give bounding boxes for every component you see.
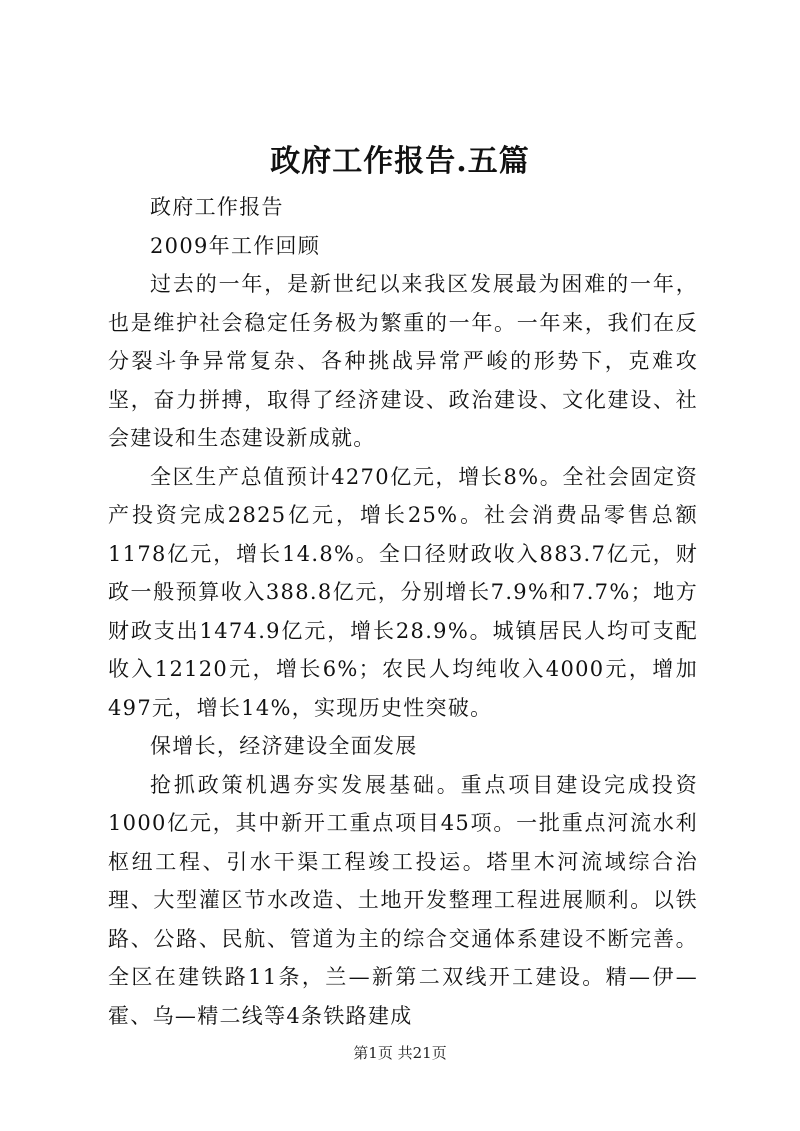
paragraph-heading: 政府工作报告 [150, 195, 284, 219]
paragraph-review: 过去的一年，是新世纪以来我区发展最为困难的一年，也是维护社会稳定任务极为繁重的一年。一年来，我们在反分裂斗争异常复杂、各种挑战异常严峻的形势下，克难攻坚，奋力拼搏，取得了经济建设、政治建设、文化建设、社会建设和生态建设新成就。 [108, 272, 698, 450]
page-footer: 第1页 共21页 [353, 1044, 447, 1062]
paragraph-subheading: 2009年工作回顾 [150, 233, 321, 258]
document-body [108, 188, 698, 1035]
document-title: 政府工作报告.五篇 [270, 144, 530, 179]
paragraph-statistics: 全区生产总值预计4270亿元，增长8%。全社会固定资产投资完成2825亿元，增长25%。社会消费品零售总额1178亿元，增长14.8%。全口径财政收入883.7亿元，财政一般预算收入388.8亿元，分别增长7.9%和7.7%；地方财政支出1474.9亿元，增长28.9%。城镇居民人均可支配收入12120元，增长6%；农民人均纯收入4000元，增加497元，增长14%，实现历史性突破。 [108, 464, 698, 720]
paragraph-section-heading: 保增长，经济建设全面发展 [150, 734, 418, 758]
paragraph-projects: 抢抓政策机遇夯实发展基础。重点项目建设完成投资1000亿元，其中新开工重点项目45项。一批重点河流水利枢纽工程、引水干渠工程竣工投运。塔里木河流域综合治理、大型灌区节水改造、土地开发整理工程进展顺利。以铁路、公路、民航、管道为主的综合交通体系建设不断完善。全区在建铁路11条，兰—新第二双线开工建设。精—伊—霍、乌—精二线等4条铁路建成 [108, 772, 698, 1028]
